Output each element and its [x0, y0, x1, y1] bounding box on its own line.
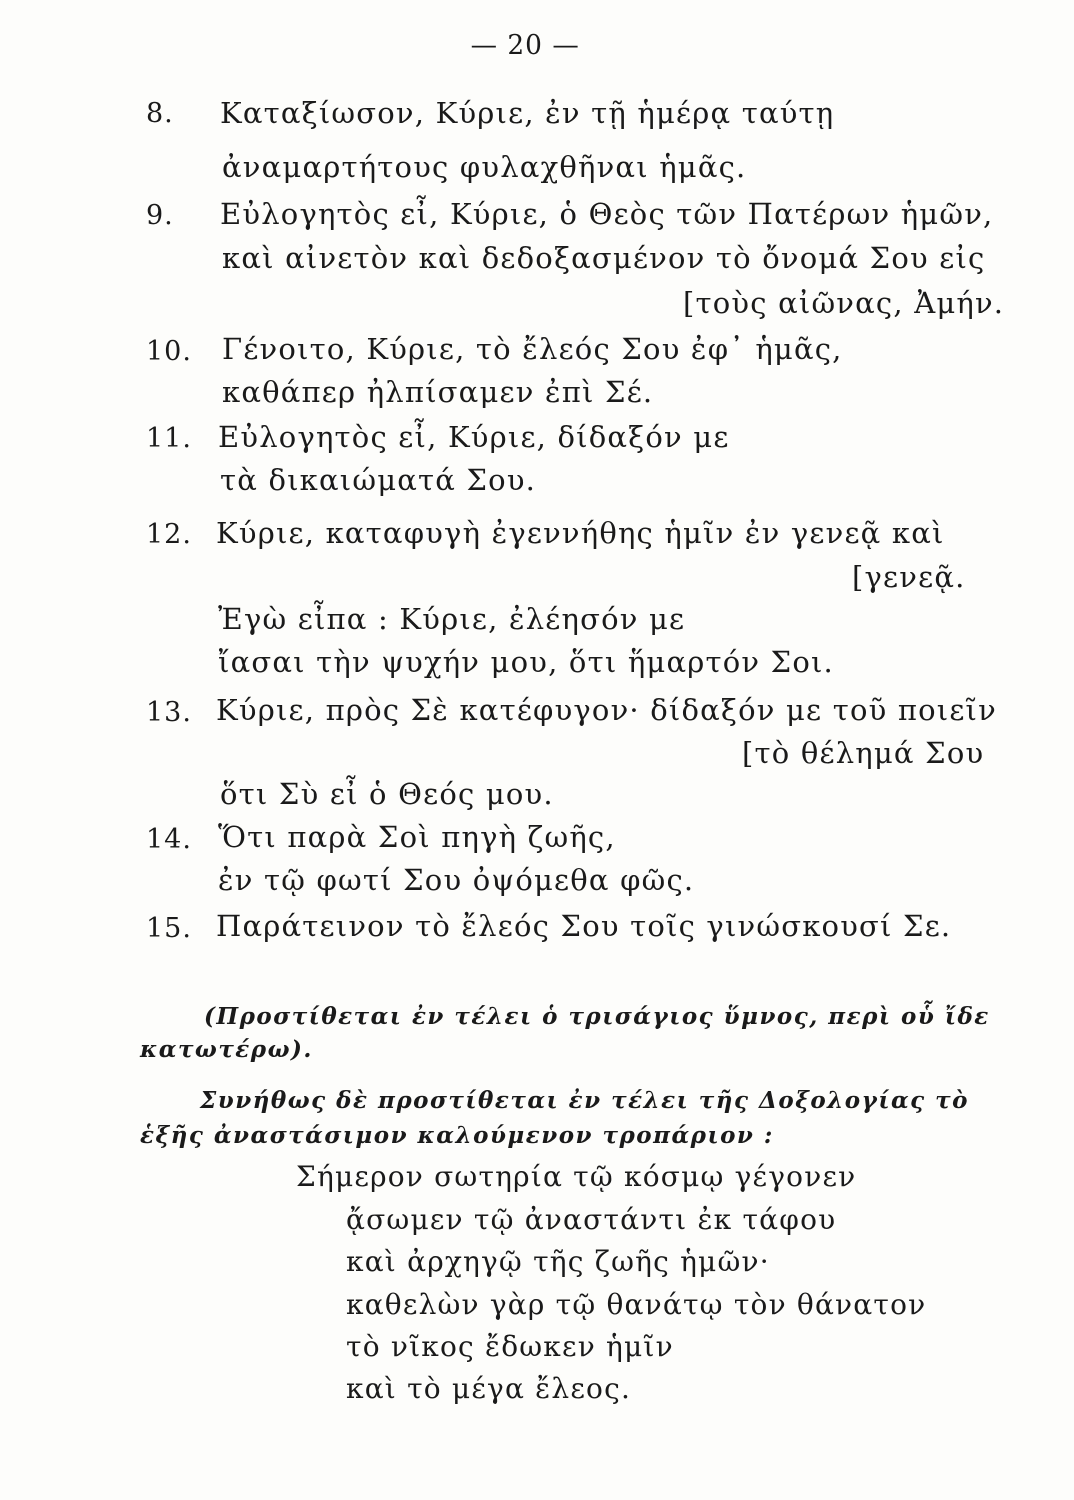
- verse-line: τὰ δικαιώματά Σου.: [220, 463, 537, 497]
- verse-line: ἀναμαρτήτους φυλαχθῆναι ἡμᾶς.: [222, 150, 747, 184]
- verse-line: ὅτι Σὺ εἶ ὁ Θεός μου.: [220, 777, 554, 811]
- rubric-note: ἑξῆς ἀναστάσιμον καλούμενον τροπάριον :: [140, 1122, 774, 1149]
- verse-line: Παράτεινον τὸ ἔλεός Σου τοῖς γινώσκουσί Σε.: [216, 909, 952, 943]
- verse-number: 8.: [146, 98, 174, 129]
- verse-line: [τὸ θέλημά Σου: [742, 736, 985, 770]
- verse-line: καθάπερ ἠλπίσαμεν ἐπὶ Σέ.: [222, 375, 654, 409]
- troparion-line: καὶ τὸ μέγα ἔλεος.: [346, 1372, 632, 1405]
- rubric-note: Συνήθως δὲ προστίθεται ἐν τέλει τῆς Δοξολογίας τὸ: [200, 1087, 969, 1114]
- rubric-note: κατωτέρω).: [140, 1036, 313, 1063]
- verse-line: Καταξίωσον, Κύριε, ἐν τῇ ἡμέρᾳ ταύτῃ: [220, 96, 835, 130]
- verse-line: Κύριε, πρὸς Σὲ κατέφυγον· δίδαξόν με τοῦ ποιεῖν: [216, 693, 997, 727]
- troparion-line: Σήμερον σωτηρία τῷ κόσμῳ γέγονεν: [296, 1160, 857, 1193]
- verse-line: Ὅτι παρὰ Σοὶ πηγὴ ζωῆς,: [218, 820, 616, 854]
- verse-number: 12.: [146, 519, 192, 550]
- rubric-note: (Προστίθεται ἐν τέλει ὁ τρισάγιος ὕμνος, περὶ οὗ ἴδε: [204, 1003, 990, 1030]
- verse-line: ἴασαι τὴν ψυχήν μου, ὅτι ἥμαρτόν Σοι.: [218, 645, 834, 679]
- troparion-line: τὸ νῖκος ἔδωκεν ἡμῖν: [346, 1330, 674, 1363]
- troparion-line: ᾄσωμεν τῷ ἀναστάντι ἐκ τάφου: [346, 1203, 837, 1236]
- verse-line: ἐν τῷ φωτί Σου ὀψόμεθα φῶς.: [218, 863, 695, 897]
- verse-line: [τοὺς αἰῶνας, Ἀμήν.: [683, 286, 1005, 320]
- verse-number: 10.: [146, 336, 192, 367]
- verse-number: 15.: [146, 913, 192, 944]
- troparion-line: καὶ ἀρχηγῷ τῆς ζωῆς ἡμῶν·: [346, 1245, 770, 1278]
- verse-line: Ἐγὼ εἶπα : Κύριε, ἐλέησόν με: [218, 602, 686, 636]
- troparion-line: καθελὼν γὰρ τῷ θανάτῳ τὸν θάνατον: [346, 1288, 927, 1321]
- verse-line: Εὐλογητὸς εἶ, Κύριε, δίδαξόν με: [218, 420, 730, 454]
- verse-line: καὶ αἰνετὸν καὶ δεδοξασμένον τὸ ὄνομά Σου εἰς: [222, 241, 986, 275]
- verse-number: 13.: [146, 697, 192, 728]
- verse-number: 9.: [146, 200, 174, 231]
- verse-line: Κύριε, καταφυγὴ ἐγεννήθης ἡμῖν ἐν γενεᾷ καὶ: [216, 516, 945, 550]
- verse-line: Γένοιτο, Κύριε, τὸ ἔλεός Σου ἐφ᾽ ἡμᾶς,: [222, 332, 843, 366]
- verse-number: 14.: [146, 824, 192, 855]
- verse-line: [γενεᾷ.: [852, 560, 966, 594]
- verse-line: Εὐλογητὸς εἶ, Κύριε, ὁ Θεὸς τῶν Πατέρων ἡμῶν,: [220, 197, 994, 231]
- verse-number: 11.: [146, 423, 192, 454]
- page-number: — 20 —: [470, 30, 580, 61]
